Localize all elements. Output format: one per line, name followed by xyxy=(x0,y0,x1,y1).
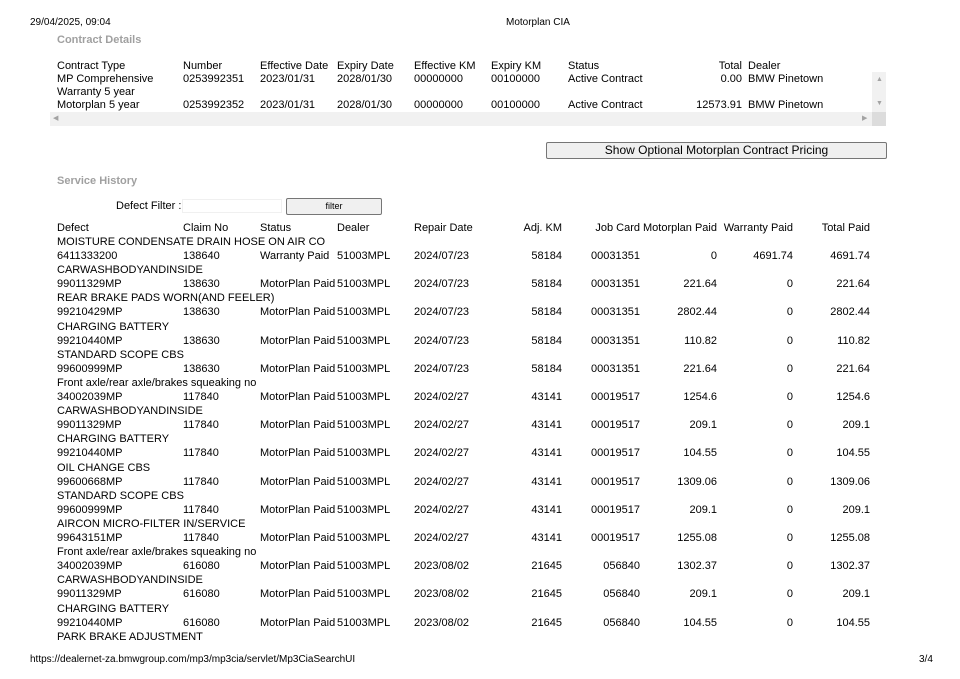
defect-description: CARWASHBODYANDINSIDE xyxy=(57,264,203,276)
contract-expiry-km: 00100000 xyxy=(491,73,540,85)
defect-description: AIRCON MICRO-FILTER IN/SERVICE xyxy=(57,518,246,530)
defect-description: Front axle/rear axle/brakes squeaking no xyxy=(57,377,257,389)
col-job-card: Job Card xyxy=(595,222,640,234)
dealer-code: 51003MPL xyxy=(337,476,391,488)
warranty-paid: 0 xyxy=(786,306,793,318)
col-dealer: Dealer xyxy=(337,222,370,234)
col-repair-date: Repair Date xyxy=(414,222,473,234)
col-expiry-km: Expiry KM xyxy=(491,60,542,72)
motorplan-paid: 110.82 xyxy=(684,335,717,347)
contract-total: 0.00 xyxy=(720,73,742,85)
defect-code: 99011329MP xyxy=(57,278,122,290)
scroll-left-icon[interactable]: ◀ xyxy=(53,115,59,122)
warranty-paid: 0 xyxy=(786,419,793,431)
defect-code: 34002039MP xyxy=(57,560,123,572)
adj-km: 58184 xyxy=(531,250,562,262)
contract-horizontal-scrollbar[interactable] xyxy=(50,112,872,126)
warranty-paid: 0 xyxy=(786,504,793,516)
repair-date: 2024/07/23 xyxy=(414,335,470,347)
warranty-paid: 0 xyxy=(786,532,793,544)
dealer-code: 51003MPL xyxy=(337,306,391,318)
claim-number: 138630 xyxy=(183,363,220,375)
warranty-paid: 4691.74 xyxy=(753,250,793,262)
total-paid: 1254.6 xyxy=(836,391,870,403)
adj-km: 58184 xyxy=(531,278,562,290)
print-url: https://dealernet-za.bmwgroup.com/mp3/mp3cia/servlet/Mp3CiaSearchUI xyxy=(30,654,356,665)
col-dealer: Dealer xyxy=(748,60,781,72)
adj-km: 21645 xyxy=(531,588,562,600)
defect-description: PARK BRAKE ADJUSTMENT xyxy=(57,631,203,643)
claim-number: 138630 xyxy=(183,278,220,290)
warranty-paid: 0 xyxy=(786,363,793,375)
adj-km: 43141 xyxy=(531,391,562,403)
dealer-code: 51003MPL xyxy=(337,560,391,572)
contract-type: MP Comprehensive xyxy=(57,73,154,85)
job-card: 00019517 xyxy=(591,391,640,403)
defect-description: CHARGING BATTERY xyxy=(57,603,170,615)
contract-status: Active Contract xyxy=(568,73,643,85)
contract-expiry-km: 00100000 xyxy=(491,99,540,111)
repair-date: 2023/08/02 xyxy=(414,560,470,572)
contract-type: Motorplan 5 year xyxy=(57,99,140,111)
repair-date: 2024/02/27 xyxy=(414,419,470,431)
contract-total: 12573.91 xyxy=(696,99,742,111)
motorplan-paid: 209.1 xyxy=(689,419,717,431)
dealer-code: 51003MPL xyxy=(337,278,391,290)
claim-number: 616080 xyxy=(183,617,220,629)
defect-code: 99210440MP xyxy=(57,447,123,459)
warranty-paid: 0 xyxy=(786,588,793,600)
defect-description: REAR BRAKE PADS WORN(AND FEELER) xyxy=(57,292,275,304)
defect-code: 99600999MP xyxy=(57,363,123,375)
adj-km: 43141 xyxy=(531,504,562,516)
scroll-right-icon[interactable]: ▶ xyxy=(862,115,868,122)
adj-km: 58184 xyxy=(531,306,562,318)
dealer-code: 51003MPL xyxy=(337,588,391,600)
defect-code: 99210429MP xyxy=(57,306,123,318)
job-card: 00019517 xyxy=(591,447,640,459)
repair-date: 2024/07/23 xyxy=(414,363,470,375)
defect-code: 6411333200 xyxy=(57,250,118,262)
claim-number: 616080 xyxy=(183,588,220,600)
claim-number: 616080 xyxy=(183,560,220,572)
contract-effective-km: 00000000 xyxy=(414,99,463,111)
contract-vertical-scrollbar[interactable] xyxy=(872,72,886,112)
repair-date: 2024/02/27 xyxy=(414,532,470,544)
repair-date: 2024/07/23 xyxy=(414,306,470,318)
repair-date: 2024/02/27 xyxy=(414,391,470,403)
col-adj-km: Adj. KM xyxy=(523,222,562,234)
contract-status: Active Contract xyxy=(568,99,643,111)
total-paid: 1309.06 xyxy=(830,476,870,488)
defect-description: MOISTURE CONDENSATE DRAIN HOSE ON AIR CO xyxy=(57,236,326,248)
print-title: Motorplan CIA xyxy=(506,17,570,28)
col-claim-no: Claim No xyxy=(183,222,229,234)
motorplan-paid: 221.64 xyxy=(683,278,717,290)
contract-number: 0253992352 xyxy=(183,99,245,111)
warranty-paid: 0 xyxy=(786,335,793,347)
claim-status: MotorPlan Paid xyxy=(260,560,336,572)
repair-date: 2023/08/02 xyxy=(414,588,470,600)
dealer-code: 51003MPL xyxy=(337,419,391,431)
col-warranty-paid: Warranty Paid xyxy=(723,222,793,234)
claim-status: MotorPlan Paid xyxy=(260,588,336,600)
job-card: 056840 xyxy=(603,560,640,572)
defect-description: STANDARD SCOPE CBS xyxy=(57,490,184,502)
total-paid: 110.82 xyxy=(837,335,870,347)
defect-description: CHARGING BATTERY xyxy=(57,433,170,445)
warranty-paid: 0 xyxy=(786,391,793,403)
scrollbar-corner xyxy=(872,112,886,126)
dealer-code: 51003MPL xyxy=(337,391,391,403)
contract-dealer: BMW Pinetown xyxy=(748,73,824,85)
motorplan-paid: 221.64 xyxy=(683,363,717,375)
job-card: 00031351 xyxy=(591,250,640,262)
show-pricing-button[interactable]: Show Optional Motorplan Contract Pricing xyxy=(546,142,887,159)
service-history-title: Service History xyxy=(57,175,138,187)
total-paid: 221.64 xyxy=(836,278,870,290)
adj-km: 58184 xyxy=(531,363,562,375)
contract-dealer: BMW Pinetown xyxy=(748,99,824,111)
job-card: 056840 xyxy=(603,588,640,600)
adj-km: 21645 xyxy=(531,560,562,572)
claim-status: MotorPlan Paid xyxy=(260,363,336,375)
job-card: 00031351 xyxy=(591,335,640,347)
total-paid: 1302.37 xyxy=(830,560,870,572)
claim-number: 117840 xyxy=(183,419,219,431)
claim-status: MotorPlan Paid xyxy=(260,447,336,459)
defect-code: 99210440MP xyxy=(57,335,123,347)
total-paid: 1255.08 xyxy=(830,532,870,544)
claim-status: MotorPlan Paid xyxy=(260,532,336,544)
claim-number: 138630 xyxy=(183,306,220,318)
warranty-paid: 0 xyxy=(786,560,793,572)
motorplan-paid: 1302.37 xyxy=(677,560,717,572)
col-defect: Defect xyxy=(57,222,89,234)
col-effective-km: Effective KM xyxy=(414,60,476,72)
dealer-code: 51003MPL xyxy=(337,363,391,375)
total-paid: 104.55 xyxy=(836,447,870,459)
claim-status: MotorPlan Paid xyxy=(260,419,336,431)
defect-code: 99643151MP xyxy=(57,532,123,544)
claim-number: 138640 xyxy=(183,250,220,262)
job-card: 00019517 xyxy=(591,476,640,488)
adj-km: 21645 xyxy=(531,617,562,629)
job-card: 00019517 xyxy=(591,419,640,431)
repair-date: 2024/02/27 xyxy=(414,504,470,516)
col-motorplan-paid: Motorplan Paid xyxy=(643,222,717,234)
total-paid: 209.1 xyxy=(842,504,870,516)
job-card: 00031351 xyxy=(591,363,640,375)
motorplan-paid: 209.1 xyxy=(689,588,717,600)
defect-description: CHARGING BATTERY xyxy=(57,321,170,333)
dealer-code: 51003MPL xyxy=(337,617,391,629)
defect-description: Front axle/rear axle/brakes squeaking no xyxy=(57,546,257,558)
warranty-paid: 0 xyxy=(786,476,793,488)
adj-km: 43141 xyxy=(531,447,562,459)
contract-type-line2: Warranty 5 year xyxy=(57,86,135,98)
warranty-paid: 0 xyxy=(786,447,793,459)
defect-description: CARWASHBODYANDINSIDE xyxy=(57,574,203,586)
claim-number: 117840 xyxy=(183,391,219,403)
dealer-code: 51003MPL xyxy=(337,504,391,516)
filter-button[interactable]: filter xyxy=(286,198,382,215)
job-card: 056840 xyxy=(603,617,640,629)
defect-filter-label: Defect Filter : xyxy=(116,200,182,212)
defect-code: 99210440MP xyxy=(57,617,123,629)
defect-code: 99011329MP xyxy=(57,588,122,600)
motorplan-paid: 1255.08 xyxy=(677,532,717,544)
print-datetime: 29/04/2025, 09:04 xyxy=(30,17,111,28)
claim-number: 117840 xyxy=(183,447,219,459)
contract-number: 0253992351 xyxy=(183,73,245,85)
contract-expiry-date: 2028/01/30 xyxy=(337,73,393,85)
motorplan-paid: 209.1 xyxy=(689,504,717,516)
motorplan-paid: 104.55 xyxy=(683,447,717,459)
defect-description: STANDARD SCOPE CBS xyxy=(57,349,184,361)
claim-number: 138630 xyxy=(183,335,220,347)
claim-number: 117840 xyxy=(183,476,219,488)
claim-status: MotorPlan Paid xyxy=(260,278,336,290)
defect-filter-input[interactable] xyxy=(182,199,282,213)
col-effective-date: Effective Date xyxy=(260,60,329,72)
claim-status: MotorPlan Paid xyxy=(260,306,336,318)
scroll-down-icon[interactable]: ▼ xyxy=(876,100,883,107)
total-paid: 104.55 xyxy=(836,617,870,629)
total-paid: 4691.74 xyxy=(830,250,870,262)
motorplan-paid: 1254.6 xyxy=(683,391,717,403)
repair-date: 2023/08/02 xyxy=(414,617,470,629)
col-total-paid: Total Paid xyxy=(821,222,870,234)
defect-code: 99011329MP xyxy=(57,419,122,431)
dealer-code: 51003MPL xyxy=(337,532,391,544)
col-number: Number xyxy=(183,60,223,72)
contract-effective-date: 2023/01/31 xyxy=(260,73,316,85)
adj-km: 43141 xyxy=(531,419,562,431)
motorplan-paid: 0 xyxy=(710,250,717,262)
defect-code: 99600668MP xyxy=(57,476,123,488)
motorplan-paid: 1309.06 xyxy=(677,476,717,488)
adj-km: 43141 xyxy=(531,476,562,488)
contract-effective-km: 00000000 xyxy=(414,73,463,85)
col-expiry-date: Expiry Date xyxy=(337,60,394,72)
warranty-paid: 0 xyxy=(786,617,793,629)
col-status: Status xyxy=(568,60,600,72)
dealer-code: 51003MPL xyxy=(337,250,391,262)
contract-expiry-date: 2028/01/30 xyxy=(337,99,393,111)
job-card: 00031351 xyxy=(591,306,640,318)
warranty-paid: 0 xyxy=(786,278,793,290)
claim-number: 117840 xyxy=(183,504,219,516)
defect-description: OIL CHANGE CBS xyxy=(57,462,151,474)
total-paid: 209.1 xyxy=(842,419,870,431)
job-card: 00019517 xyxy=(591,532,640,544)
col-contract-type: Contract Type xyxy=(57,60,126,72)
total-paid: 209.1 xyxy=(842,588,870,600)
claim-number: 117840 xyxy=(183,532,219,544)
job-card: 00031351 xyxy=(591,278,640,290)
repair-date: 2024/07/23 xyxy=(414,250,470,262)
claim-status: MotorPlan Paid xyxy=(260,476,336,488)
scroll-up-icon[interactable]: ▲ xyxy=(876,76,883,83)
defect-description: CARWASHBODYANDINSIDE xyxy=(57,405,203,417)
total-paid: 221.64 xyxy=(836,363,870,375)
adj-km: 43141 xyxy=(531,532,562,544)
repair-date: 2024/02/27 xyxy=(414,476,470,488)
dealer-code: 51003MPL xyxy=(337,447,391,459)
total-paid: 2802.44 xyxy=(830,306,870,318)
contract-effective-date: 2023/01/31 xyxy=(260,99,316,111)
motorplan-paid: 104.55 xyxy=(683,617,717,629)
claim-status: MotorPlan Paid xyxy=(260,335,336,347)
claim-status: MotorPlan Paid xyxy=(260,391,336,403)
col-status: Status xyxy=(260,222,292,234)
col-total: Total xyxy=(718,60,742,72)
defect-code: 34002039MP xyxy=(57,391,123,403)
repair-date: 2024/07/23 xyxy=(414,278,470,290)
claim-status: MotorPlan Paid xyxy=(260,504,336,516)
contract-details-title: Contract Details xyxy=(57,34,142,46)
adj-km: 58184 xyxy=(531,335,562,347)
repair-date: 2024/02/27 xyxy=(414,447,470,459)
defect-code: 99600999MP xyxy=(57,504,123,516)
job-card: 00019517 xyxy=(591,504,640,516)
motorplan-paid: 2802.44 xyxy=(677,306,717,318)
claim-status: MotorPlan Paid xyxy=(260,617,336,629)
dealer-code: 51003MPL xyxy=(337,335,391,347)
claim-status: Warranty Paid xyxy=(260,250,330,262)
print-page-number: 3/4 xyxy=(919,654,933,665)
